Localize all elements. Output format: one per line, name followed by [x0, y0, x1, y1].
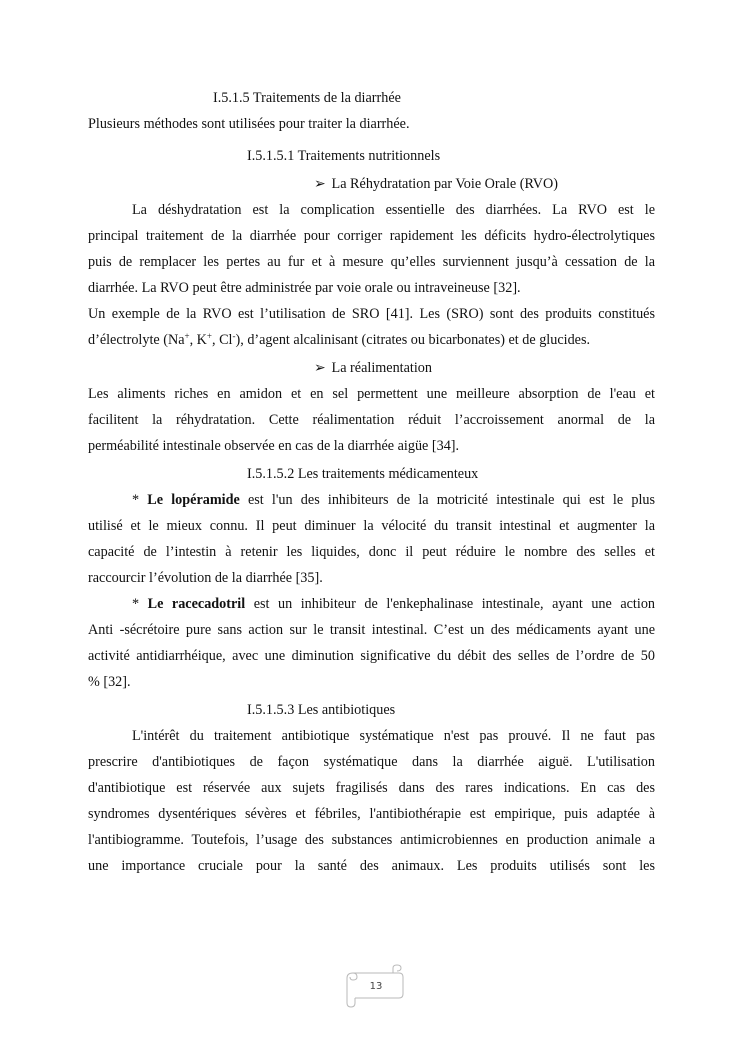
- section-heading-medicamenteux: I.5.1.5.2 Les traitements médicamenteux: [247, 466, 479, 482]
- text-fragment: , K: [189, 332, 207, 348]
- paragraph-line: % [32].: [88, 674, 131, 690]
- text-fragment: est un inhibiteur de l'enkephalinase intestinale, ayant une action: [245, 596, 656, 612]
- bullet-heading-rvo: [314, 175, 558, 193]
- intro-line: Plusieurs méthodes sont utilisées pour traiter la diarrhée.: [88, 116, 410, 132]
- page-number: 13: [369, 981, 383, 992]
- paragraph-line: capacité de l’intestin à retenir les liquides, donc il peut réduire le nombre des selles et: [88, 544, 655, 560]
- text-fragment: d’électrolyte (Na: [88, 332, 185, 348]
- section-heading-antibiotiques: I.5.1.5.3 Les antibiotiques: [247, 702, 396, 718]
- paragraph-line: facilitent la réhydratation. Cette réalimentation réduit l’accroissement anormal de la: [88, 412, 655, 428]
- bullet-heading-rvo-text: La Réhydratation par Voie Orale (RVO): [331, 176, 558, 192]
- paragraph-line: activité antidiarrhéique, avec une diminution significative du débit des selles de l’ordre de 50: [88, 648, 655, 664]
- text-fragment: ), d’agent alcalinisant (citrates ou bicarbonates) et de glucides.: [235, 332, 591, 348]
- bullet-heading-realimentation: [314, 359, 432, 377]
- paragraph-line: l'antibiogramme. Toutefois, l’usage des substances antimicrobiennes en production animale a: [88, 832, 655, 848]
- superscript: +: [206, 331, 212, 341]
- drug-name-racecadotril: Le racecadotril: [147, 596, 246, 612]
- star-marker: *: [132, 596, 148, 612]
- paragraph-line: L'intérêt du traitement antibiotique systématique n'est pas prouvé. Il ne faut pas: [132, 728, 655, 744]
- paragraph-line: utilisé et le mieux connu. Il peut diminuer la vélocité du transit intestinal et augmenter la: [88, 518, 655, 534]
- paragraph-line: principal traitement de la diarrhée pour corriger rapidement les déficits hydro-électrolytiques: [88, 228, 655, 244]
- star-marker: *: [132, 492, 148, 508]
- paragraph-line: raccourcir l’évolution de la diarrhée [35].: [88, 570, 323, 586]
- paragraph-line: syndromes dysentériques sévères et fébriles, l'antibiothérapie est empirique, puis adaptée à: [88, 806, 655, 822]
- text-fragment: , Cl: [212, 332, 233, 348]
- paragraph-line: une importance cruciale pour la santé des animaux. Les produits utilisés sont les: [88, 858, 655, 874]
- section-heading-1-5-1-5: I.5.1.5 Traitements de la diarrhée: [213, 90, 401, 106]
- arrow-bullet-icon: ➢: [314, 360, 326, 376]
- paragraph-line: perméabilité intestinale observée en cas de la diarrhée aigüe [34].: [88, 438, 460, 454]
- arrow-bullet-icon: ➢: [314, 176, 326, 192]
- paragraph-line: prescrire d'antibiotiques de façon systématique dans la diarrhée aiguë. L'utilisation: [88, 754, 655, 770]
- drug-name-loperamide: Le lopéramide: [147, 492, 240, 508]
- superscript: +: [184, 331, 190, 341]
- text-fragment: est l'un des inhibiteurs de la motricité intestinale qui est le plus: [239, 492, 655, 508]
- paragraph-line: Les aliments riches en amidon et en sel permettent une meilleure absorption de l'eau et: [88, 386, 655, 402]
- bullet-heading-realimentation-text: La réalimentation: [331, 360, 432, 376]
- paragraph-line: Un exemple de la RVO est l’utilisation de SRO [41]. Les (SRO) sont des produits constitués: [88, 306, 655, 322]
- paragraph-line-loperamide: [132, 491, 655, 509]
- paragraph-line-racecadotril: [132, 595, 655, 613]
- paragraph-line: d'antibiotique est réservée aux sujets fragilisés dans des rares indications. En cas des: [88, 780, 655, 796]
- section-heading-nutritionnels: I.5.1.5.1 Traitements nutritionnels: [247, 148, 441, 164]
- paragraph-line: diarrhée. La RVO peut être administrée par voie orale ou intraveineuse [32].: [88, 280, 521, 296]
- paragraph-line: La déshydratation est la complication essentielle des diarrhées. La RVO est le: [132, 202, 655, 218]
- paragraph-line-electrolytes: [88, 331, 590, 349]
- paragraph-line: puis de remplacer les pertes au fur et à mesure qu’elles surviennent jusqu’à cessation de la: [88, 254, 655, 270]
- superscript: -: [232, 331, 236, 341]
- paragraph-line: Anti -sécrétoire pure sans action sur le transit intestinal. C’est un des médicaments ayant une: [88, 622, 655, 638]
